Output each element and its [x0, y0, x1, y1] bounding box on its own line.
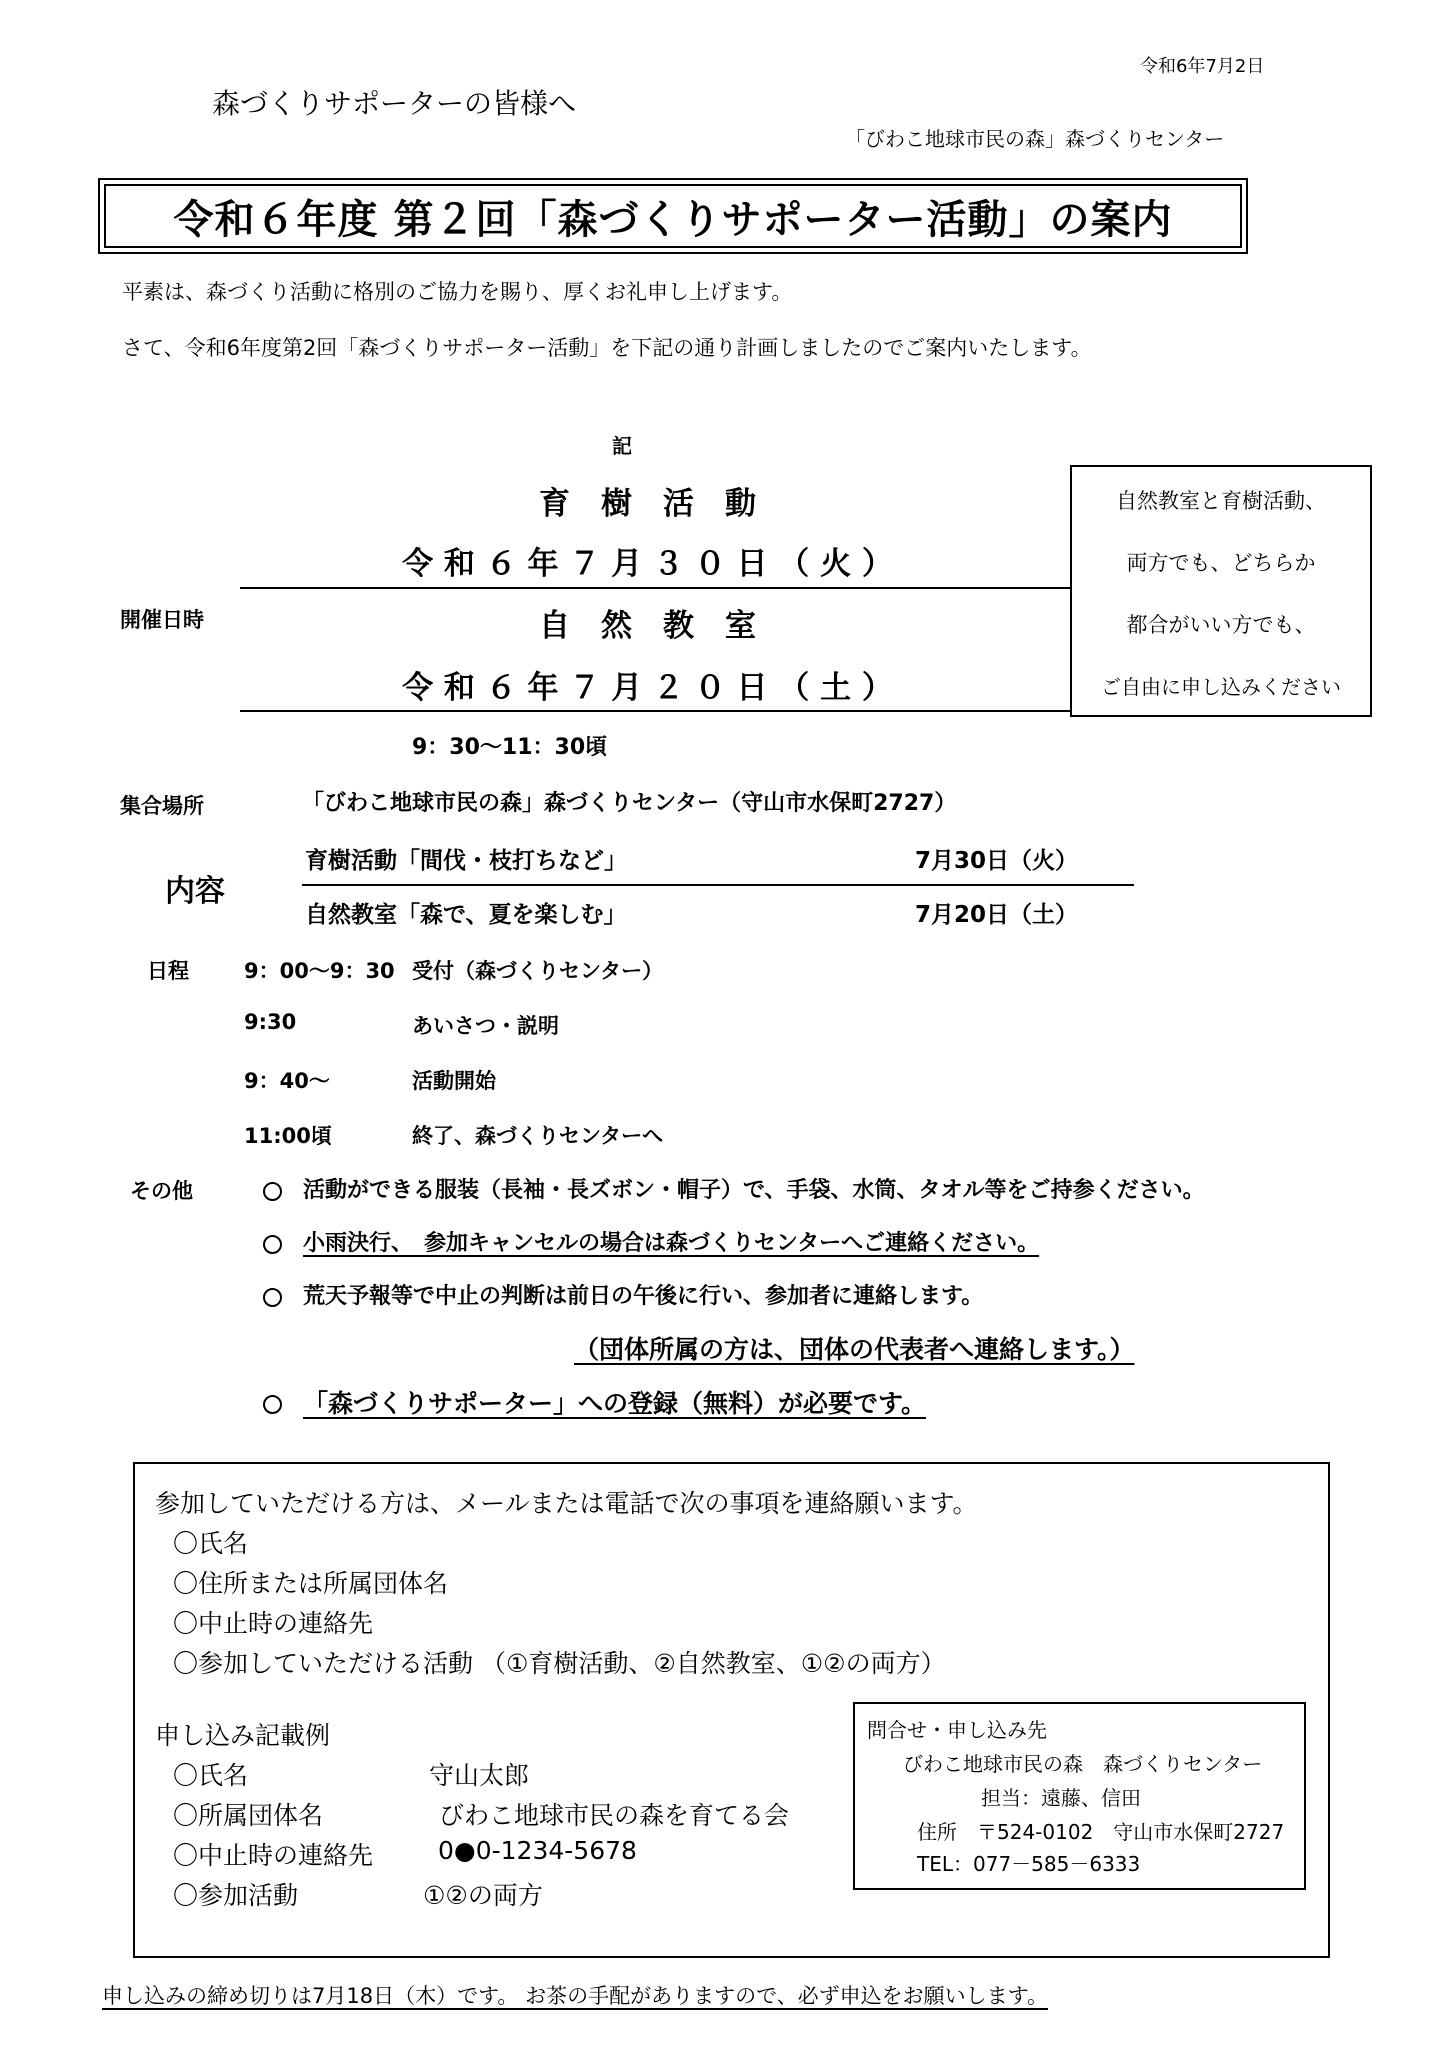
info-item: 〇中止時の連絡先: [173, 1609, 374, 1638]
recipient: 森づくりサポーターの皆様へ: [212, 87, 577, 120]
divider: [240, 710, 1070, 712]
timetable-time: 9:30: [244, 1010, 297, 1034]
timetable-desc: 活動開始: [412, 1069, 496, 1093]
ki-heading: 記: [612, 434, 632, 458]
intro-line-1: 平素は、森づくり活動に格別のご協力を賜り、厚くお礼申し上げます。: [122, 280, 793, 304]
contact-tel: TEL：077－585－6333: [917, 1852, 1141, 1876]
example-value: 0●0-1234-5678: [438, 1836, 637, 1865]
content-item-2: 自然教室「森で、夏を楽しむ」: [305, 902, 627, 928]
contact-title: 問合せ・申し込み先: [867, 1718, 1047, 1742]
timetable-desc: あいさつ・説明: [412, 1014, 559, 1038]
note-line: 都合がいい方でも、: [1126, 613, 1316, 637]
schedule-time: 9：30～11：30頃: [412, 735, 608, 760]
contact-org: びわこ地球市民の森 森づくりセンター: [903, 1752, 1263, 1776]
other-item: 荒天予報等で中止の判断は前日の午後に行い、参加者に連絡します。: [303, 1284, 984, 1309]
footer-note: 申し込みの締め切りは7月18日（木）です。 お茶の手配がありますので、必ず申込をお願いします。: [102, 1984, 1048, 2008]
example-heading: 申し込み記載例: [155, 1721, 331, 1750]
example-value: びわこ地球市民の森を育てる会: [439, 1801, 790, 1830]
meeting-place: 「びわこ地球市民の森」森づくりセンター（守山市水保町2727）: [302, 791, 957, 816]
circle-bullet-icon: [263, 1288, 282, 1307]
activity2-date: 令 和 ６ 年 ７ 月 ２ ０ 日 （ 土 ）: [402, 670, 893, 706]
example-key: 〇所属団体名: [173, 1801, 324, 1830]
circle-bullet-icon: [263, 1235, 282, 1254]
other-item: 小雨決行、 参加キャンセルの場合は森づくりセンターへご連絡ください。: [303, 1231, 1040, 1256]
schedule-label: 開催日時: [120, 608, 204, 632]
example-value: ①②の両方: [423, 1881, 543, 1910]
sender: 「びわこ地球市民の森」森づくりセンター: [845, 127, 1225, 151]
timetable-desc: 受付（森づくりセンター）: [412, 959, 664, 983]
content-item-1: 育樹活動「間伐・枝打ちなど」: [305, 848, 627, 874]
example-value: 守山太郎: [429, 1761, 530, 1790]
contact-box: [853, 1702, 1306, 1890]
content-date-1: 7月30日（火）: [915, 848, 1079, 874]
timetable-label: 日程: [147, 959, 189, 983]
divider: [240, 587, 1070, 589]
info-item: 〇氏名: [173, 1529, 249, 1558]
content-date-2: 7月20日（土）: [915, 902, 1079, 928]
issue-date: 令和6年7月2日: [1140, 56, 1265, 77]
activity1-name: 育 樹 活 動: [539, 486, 756, 522]
example-key: 〇参加活動: [173, 1881, 299, 1910]
other-item: （団体所属の方は、団体の代表者へ連絡します。）: [574, 1335, 1135, 1364]
other-label: その他: [130, 1179, 193, 1203]
note-line: ご自由に申し込みください: [1101, 675, 1341, 699]
timetable-desc: 終了、森づくりセンターへ: [412, 1124, 664, 1148]
activity2-name: 自 然 教 室: [539, 608, 756, 644]
info-item: 〇住所または所属団体名: [173, 1569, 449, 1598]
activity1-date: 令 和 ６ 年 ７ 月 ３ ０ 日 （ 火 ）: [402, 546, 893, 582]
timetable-time: 11:00頃: [244, 1124, 332, 1148]
example-key: 〇中止時の連絡先: [173, 1841, 374, 1870]
content-label: 内容: [165, 874, 225, 909]
note-line: 両方でも、どちらか: [1126, 551, 1316, 575]
other-item: 活動ができる服装（長袖・長ズボン・帽子）で、手袋、水筒、タオル等をご持参ください。: [303, 1178, 1205, 1203]
timetable-time: 9：40～: [244, 1069, 330, 1093]
info-item: 〇参加していただける活動 （①育樹活動、②自然教室、①②の両方）: [173, 1649, 946, 1678]
timetable-time: 9：00～9：30: [244, 959, 395, 983]
title-box: [98, 178, 1248, 254]
contact-staff: 担当：遠藤、信田: [981, 1786, 1141, 1810]
example-key: 〇氏名: [173, 1761, 249, 1790]
circle-bullet-icon: [263, 1395, 282, 1414]
info-heading: 参加していただける方は、メールまたは電話で次の事項を連絡願います。: [155, 1489, 978, 1518]
divider: [302, 884, 1134, 886]
other-item: 「森づくりサポーター」への登録（無料）が必要です。: [303, 1389, 927, 1418]
intro-line-2: さて、令和6年度第2回「森づくりサポーター活動」を下記の通り計画しましたのでご案内いたします。: [122, 336, 1092, 360]
contact-address: 住所 〒524-0102 守山市水保町2727: [917, 1820, 1285, 1844]
note-box: [1070, 465, 1372, 717]
note-line: 自然教室と育樹活動、: [1116, 489, 1326, 513]
page-title: 令和６年度 第２回「森づくりサポーター活動」の案内: [104, 184, 1242, 248]
circle-bullet-icon: [263, 1182, 282, 1201]
meeting-label: 集合場所: [120, 794, 204, 818]
